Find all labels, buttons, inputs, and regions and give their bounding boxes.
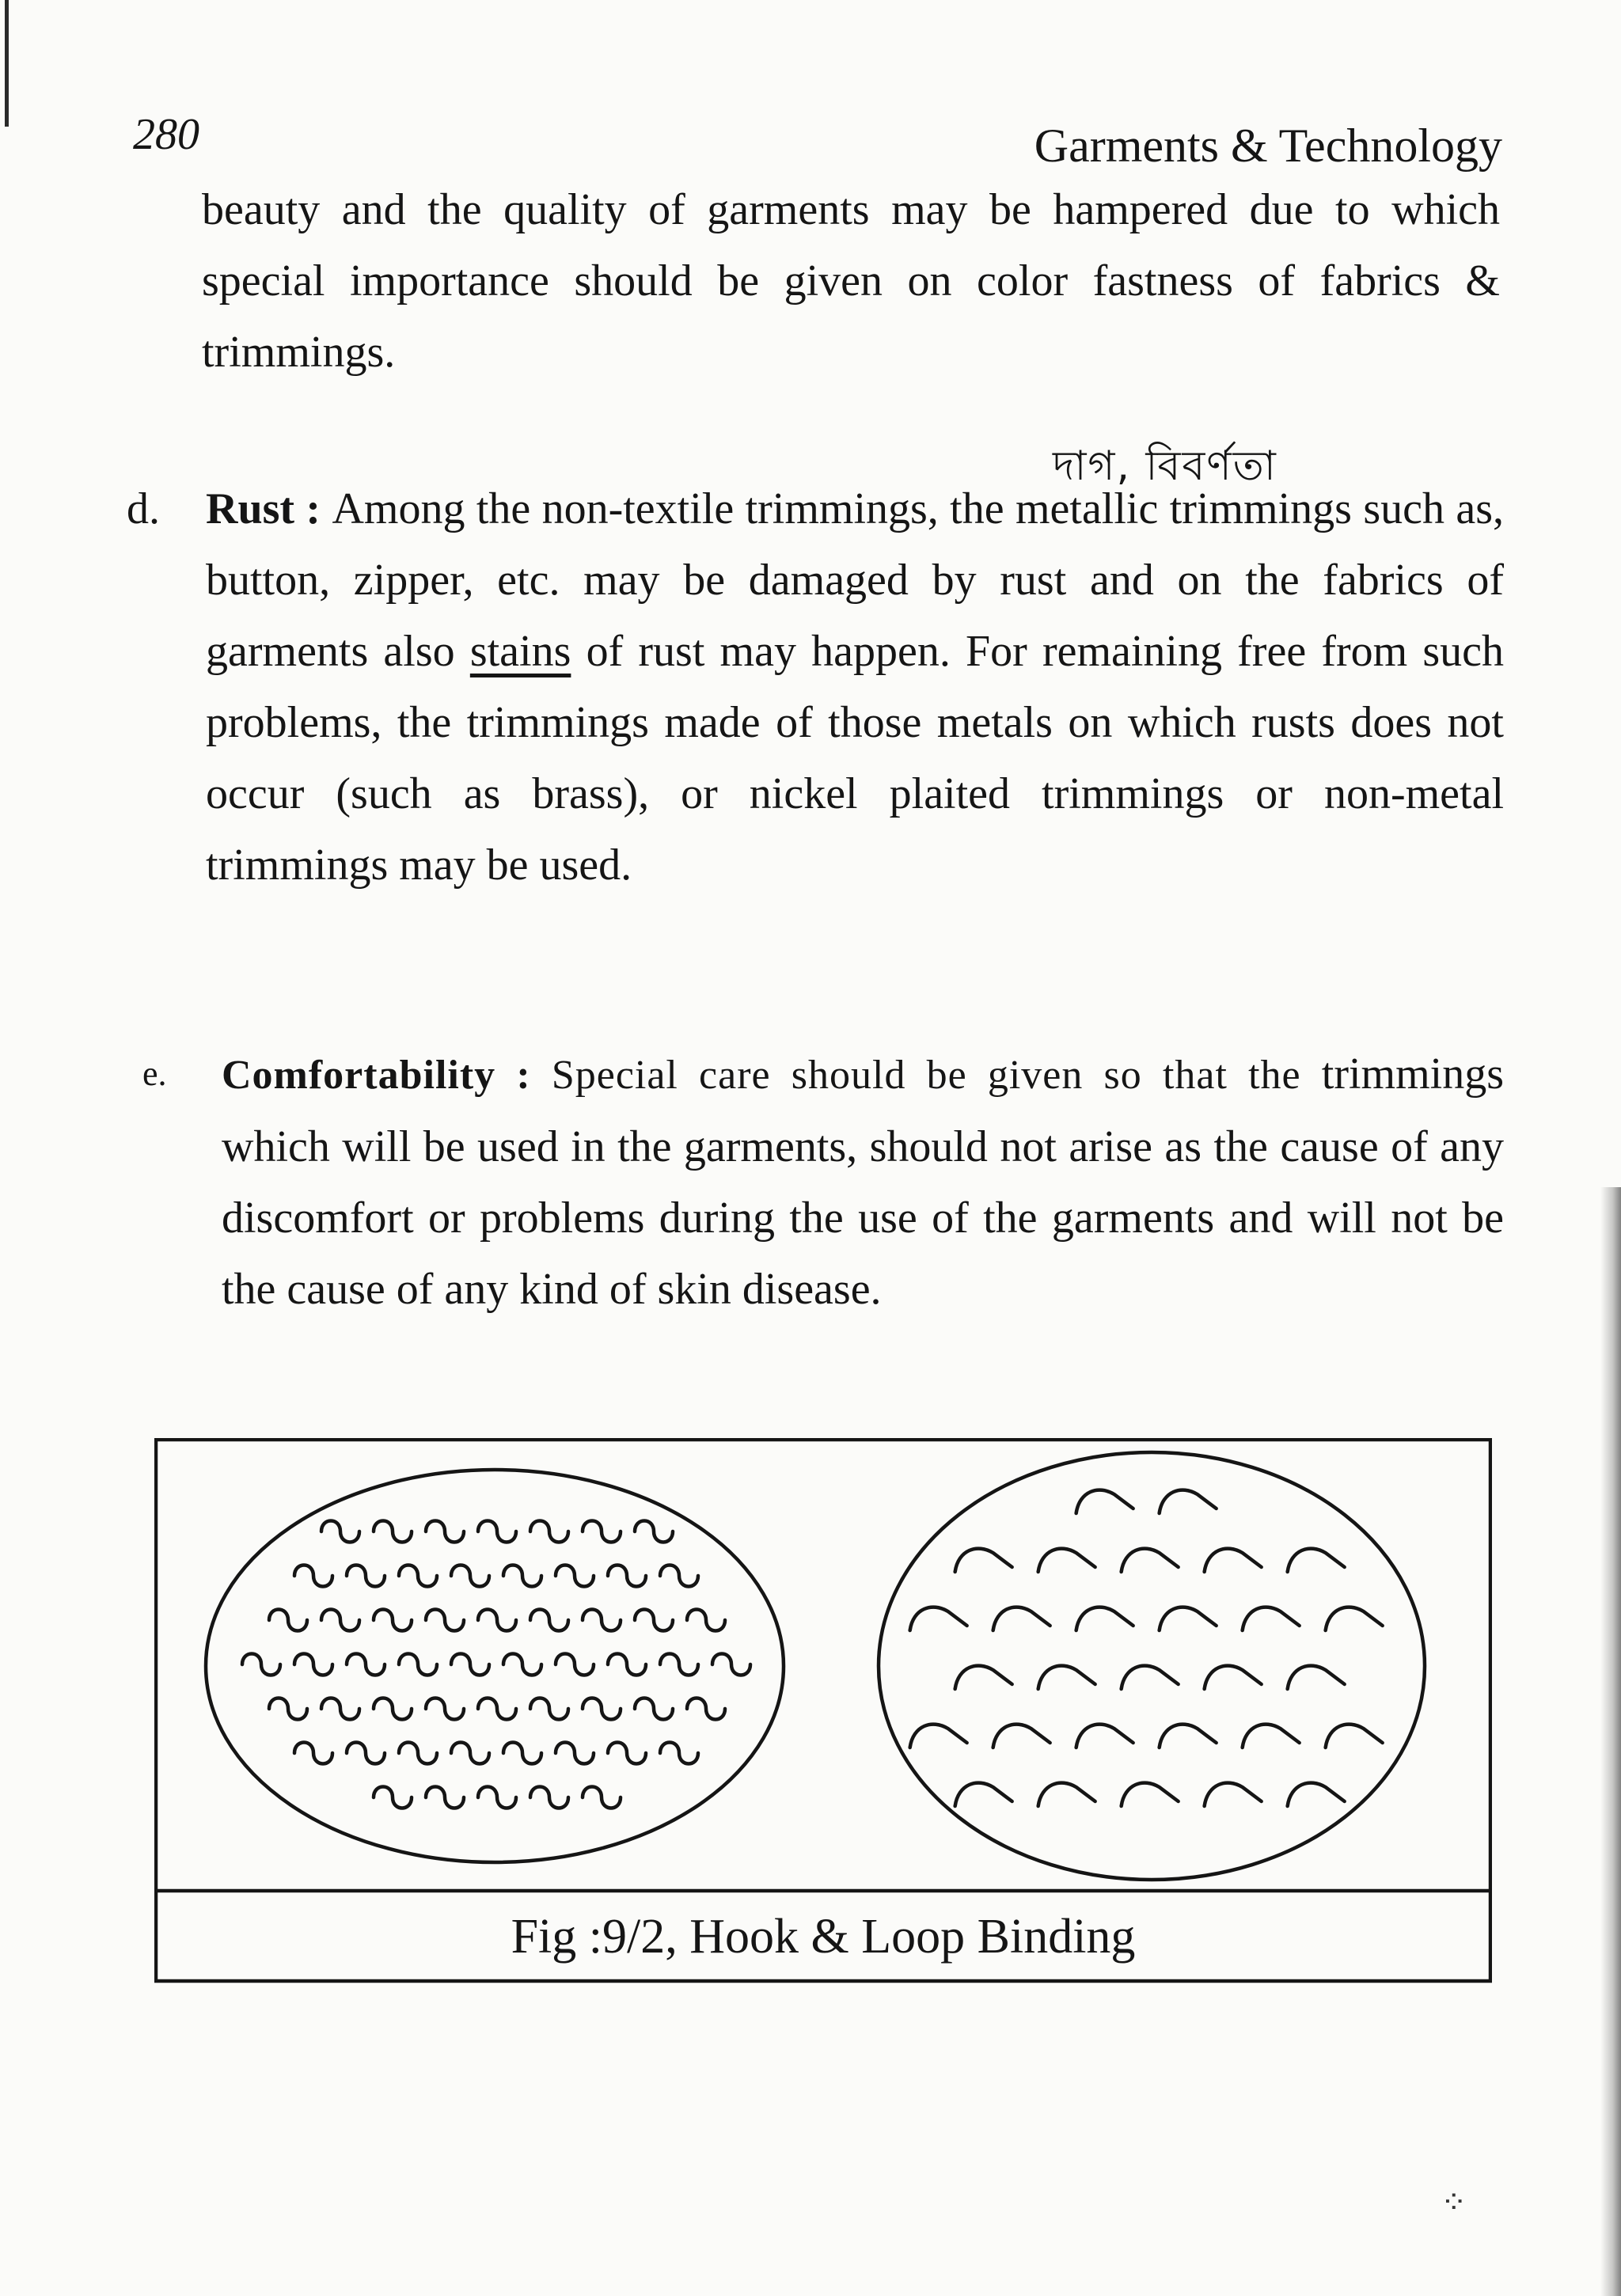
hook-arc bbox=[1160, 1607, 1217, 1630]
item-body bbox=[222, 1038, 1504, 1325]
loop-curl bbox=[269, 1698, 307, 1720]
loop-curl bbox=[660, 1654, 698, 1676]
loop-curl bbox=[347, 1743, 385, 1764]
loop-curl bbox=[583, 1521, 621, 1543]
loop-curl bbox=[503, 1565, 541, 1587]
figure-hook-loop bbox=[154, 1438, 1492, 1984]
page-number: 280 bbox=[133, 110, 199, 159]
item-marker: e. bbox=[142, 1054, 167, 1093]
hook-arc bbox=[955, 1666, 1012, 1689]
hook-arc bbox=[1160, 1490, 1217, 1513]
hook-arc bbox=[1076, 1490, 1133, 1513]
loop-curl bbox=[530, 1521, 568, 1543]
loop-pattern-icon bbox=[242, 1521, 750, 1808]
hook-arc bbox=[955, 1549, 1012, 1572]
hook-arc bbox=[1076, 1607, 1133, 1630]
hook-arc bbox=[993, 1607, 1050, 1630]
hook-arc bbox=[1205, 1549, 1262, 1572]
hook-arc bbox=[1288, 1666, 1345, 1689]
item-marker: d. bbox=[127, 484, 160, 533]
handwritten-note: দাগ, বিবর্ণতা bbox=[1053, 442, 1277, 490]
loop-curl bbox=[583, 1698, 621, 1720]
hook-arc bbox=[1038, 1783, 1095, 1806]
hook-arc bbox=[1288, 1783, 1345, 1806]
hook-arc bbox=[1122, 1549, 1179, 1572]
running-head: Garments & Technology bbox=[1034, 120, 1502, 172]
loop-curl bbox=[399, 1743, 437, 1764]
loop-curl bbox=[269, 1610, 307, 1631]
loop-curl bbox=[294, 1743, 332, 1764]
loop-curl bbox=[294, 1565, 332, 1587]
loop-curl bbox=[478, 1610, 516, 1631]
hook-arc bbox=[1326, 1725, 1383, 1748]
loop-curl bbox=[294, 1654, 332, 1676]
loop-curl bbox=[321, 1610, 359, 1631]
hook-arc bbox=[1205, 1783, 1262, 1806]
loop-curl bbox=[608, 1565, 646, 1587]
hook-arc bbox=[1243, 1725, 1300, 1748]
loop-curl bbox=[608, 1743, 646, 1764]
item-body bbox=[206, 473, 1504, 901]
loop-curl bbox=[426, 1521, 464, 1543]
item-rust bbox=[127, 473, 1504, 901]
loop-curl bbox=[556, 1743, 594, 1764]
loop-curl bbox=[242, 1654, 280, 1676]
hook-arc bbox=[1038, 1549, 1095, 1572]
hook-arc bbox=[1038, 1666, 1095, 1689]
loop-curl bbox=[374, 1787, 412, 1808]
item-text-before: Among the non-textile trimmings, the metallic trimmings such as, button, zipper, etc. may be damaged by rust and on the fabrics of garments also bbox=[206, 484, 1504, 676]
loop-curl bbox=[478, 1698, 516, 1720]
loop-curl bbox=[635, 1698, 673, 1720]
hook-arc bbox=[1326, 1607, 1383, 1630]
loop-curl bbox=[399, 1565, 437, 1587]
loop-curl bbox=[451, 1565, 489, 1587]
item-text-after: of rust may happen. For remaining free from such problems, the trimmings made of those metals on which rusts does not occur (such as brass), or nickel plaited trimmings or non-metal trimmings may be used. bbox=[206, 627, 1505, 890]
hook-arc bbox=[1205, 1666, 1262, 1689]
hook-arc bbox=[955, 1783, 1012, 1806]
scan-speck: ⁘ bbox=[1441, 2184, 1467, 2221]
figure-caption: Fig :9/2, Hook & Loop Binding bbox=[511, 1909, 1136, 1964]
underlined-word: stains bbox=[469, 627, 571, 676]
loop-curl bbox=[503, 1743, 541, 1764]
loop-curl bbox=[321, 1521, 359, 1543]
loop-curl bbox=[399, 1654, 437, 1676]
intro-paragraph: beauty and the quality of garments may be hampered due to which special importance should be given on color fastness of fabrics & trimmings. bbox=[202, 185, 1500, 377]
loop-curl bbox=[374, 1521, 412, 1543]
hook-arc bbox=[993, 1725, 1050, 1748]
loop-curl bbox=[451, 1743, 489, 1764]
loop-curl bbox=[556, 1654, 594, 1676]
loop-curl bbox=[426, 1610, 464, 1631]
loop-curl bbox=[635, 1610, 673, 1631]
item-text: trimmings which will be used in the garments, should not arise as the cause of any discomfort or problems during the use of the garments and will not be the cause of any kind of skin disease. bbox=[222, 1049, 1505, 1314]
item-lead: Special care should be given so that the bbox=[551, 1053, 1301, 1098]
hook-arc bbox=[1288, 1549, 1345, 1572]
hook-arc bbox=[910, 1725, 967, 1748]
hook-pattern-icon bbox=[910, 1490, 1383, 1806]
loop-curl bbox=[583, 1610, 621, 1631]
loop-curl bbox=[503, 1654, 541, 1676]
loop-curl bbox=[687, 1698, 725, 1720]
loop-curl bbox=[608, 1654, 646, 1676]
loop-curl bbox=[451, 1654, 489, 1676]
loop-curl bbox=[347, 1654, 385, 1676]
item-term: Rust bbox=[206, 484, 295, 533]
loop-curl bbox=[556, 1565, 594, 1587]
item-separator: : bbox=[495, 1053, 552, 1098]
hook-arc bbox=[1076, 1725, 1133, 1748]
loop-curl bbox=[374, 1610, 412, 1631]
loop-curl bbox=[660, 1743, 698, 1764]
loop-curl bbox=[712, 1654, 750, 1676]
page-edge-shadow bbox=[5, 0, 9, 127]
loop-curl bbox=[426, 1698, 464, 1720]
loop-curl bbox=[635, 1521, 673, 1543]
loop-curl bbox=[426, 1787, 464, 1808]
hook-arc bbox=[1122, 1666, 1179, 1689]
loop-curl bbox=[687, 1610, 725, 1631]
page-edge-shadow-right bbox=[1600, 1187, 1621, 2296]
loop-curl bbox=[660, 1565, 698, 1587]
loop-curl bbox=[583, 1787, 621, 1808]
hook-arc bbox=[910, 1607, 967, 1630]
hook-arc bbox=[1122, 1783, 1179, 1806]
item-separator: : bbox=[294, 484, 332, 533]
loop-curl bbox=[347, 1565, 385, 1587]
loop-curl bbox=[530, 1610, 568, 1631]
hook-arc bbox=[1243, 1607, 1300, 1630]
loop-curl bbox=[530, 1698, 568, 1720]
page-header bbox=[133, 109, 1502, 173]
loop-curl bbox=[478, 1787, 516, 1808]
item-comfortability bbox=[142, 1038, 1504, 1325]
loop-curl bbox=[530, 1787, 568, 1808]
item-term: Comfortability bbox=[222, 1053, 496, 1098]
loop-curl bbox=[374, 1698, 412, 1720]
hook-arc bbox=[1160, 1725, 1217, 1748]
loop-curl bbox=[321, 1698, 359, 1720]
loop-curl bbox=[478, 1521, 516, 1543]
